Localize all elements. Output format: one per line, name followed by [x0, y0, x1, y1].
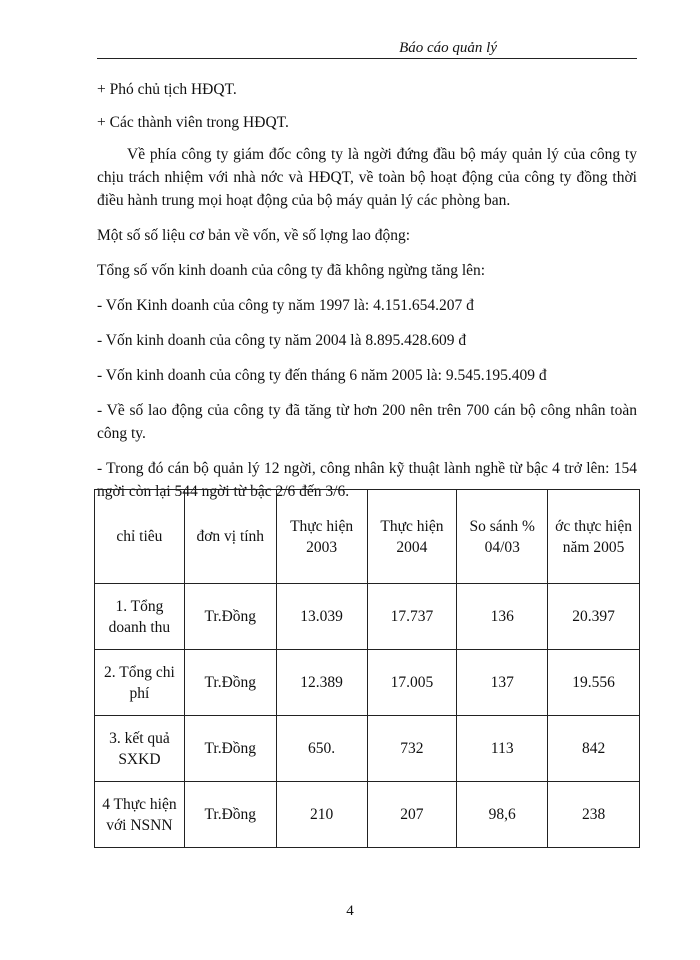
- table-cell: Tr.Đồng: [184, 650, 276, 716]
- table-cell: 98,6: [457, 782, 548, 848]
- table-cell: 210: [276, 782, 367, 848]
- table-header-row: [95, 490, 640, 584]
- paragraph-director-role: Về phía công ty giám đốc công ty là ngời đứng đầu bộ máy quản lý của công ty chịu trách nhiệm với nhà nớc và HĐQT, về toàn bộ hoạt động của công ty đồng thời điều hành trung mọi hoạt động của bộ máy quản lý các phòng ban.: [97, 146, 637, 209]
- indicators-table: [94, 489, 640, 848]
- document-body: [97, 78, 637, 515]
- table-row: [95, 716, 640, 782]
- header-title: Báo cáo quản lý: [399, 40, 497, 56]
- table-header-cell: ớc thực hiện năm 2005: [548, 490, 640, 584]
- paragraph-labor-breakdown: - Trong đó cán bộ quản lý 12 ngời, công nhân kỹ thuật lành nghề từ bậc 4 trở lên: 154 ngời còn lại 544 ngời từ bậc 2/6 đến 3/6.: [97, 460, 637, 500]
- paragraph-statistics-intro: Một số số liệu cơ bản về vốn, về số lợng lao động:: [97, 227, 411, 244]
- table-cell: 19.556: [548, 650, 640, 716]
- table-cell: Tr.Đồng: [184, 584, 276, 650]
- table-cell: Tr.Đồng: [184, 716, 276, 782]
- table-cell: 137: [457, 650, 548, 716]
- table-cell: 3. kết quả SXKD: [95, 716, 185, 782]
- table-cell: Tr.Đồng: [184, 782, 276, 848]
- paragraph-vice-chairman: + Phó chủ tịch HĐQT.: [97, 81, 237, 98]
- table-cell: 1. Tổng doanh thu: [95, 584, 185, 650]
- paragraph-capital-2004: - Vốn kinh doanh của công ty năm 2004 là 8.895.428.609 đ: [97, 332, 467, 349]
- table-header-cell: Thực hiện 2003: [276, 490, 367, 584]
- table-cell: 113: [457, 716, 548, 782]
- table-cell: 238: [548, 782, 640, 848]
- table-cell: 732: [367, 716, 457, 782]
- page-number: 4: [346, 903, 354, 919]
- table-header-cell: So sánh % 04/03: [457, 490, 548, 584]
- table-cell: 17.737: [367, 584, 457, 650]
- table-cell: 4 Thực hiện với NSNN: [95, 782, 185, 848]
- table-cell: 650.: [276, 716, 367, 782]
- table-cell: 842: [548, 716, 640, 782]
- table-header-cell: đơn vị tính: [184, 490, 276, 584]
- header-rule: [97, 58, 637, 59]
- table-row: [95, 782, 640, 848]
- paragraph-labor-count: - Về số lao động của công ty đã tăng từ hơn 200 nên trên 700 cán bộ công nhân toàn công ty.: [97, 402, 637, 442]
- paragraph-capital-2005: - Vốn kinh doanh của công ty đến tháng 6 năm 2005 là: 9.545.195.409 đ: [97, 367, 547, 384]
- table-cell: 2. Tổng chi phí: [95, 650, 185, 716]
- table-row: [95, 584, 640, 650]
- table-cell: 20.397: [548, 584, 640, 650]
- table-row: [95, 650, 640, 716]
- paragraph-board-members: + Các thành viên trong HĐQT.: [97, 114, 289, 131]
- paragraph-capital-growth: Tổng số vốn kinh doanh của công ty đã không ngừng tăng lên:: [97, 262, 486, 279]
- paragraph-capital-1997: - Vốn Kinh doanh của công ty năm 1997 là: 4.151.654.207 đ: [97, 297, 474, 314]
- table-cell: 17.005: [367, 650, 457, 716]
- table-cell: 13.039: [276, 584, 367, 650]
- table-header-cell: chỉ tiêu: [95, 490, 185, 584]
- table-cell: 136: [457, 584, 548, 650]
- table-cell: 12.389: [276, 650, 367, 716]
- table-cell: 207: [367, 782, 457, 848]
- table-header-cell: Thực hiện 2004: [367, 490, 457, 584]
